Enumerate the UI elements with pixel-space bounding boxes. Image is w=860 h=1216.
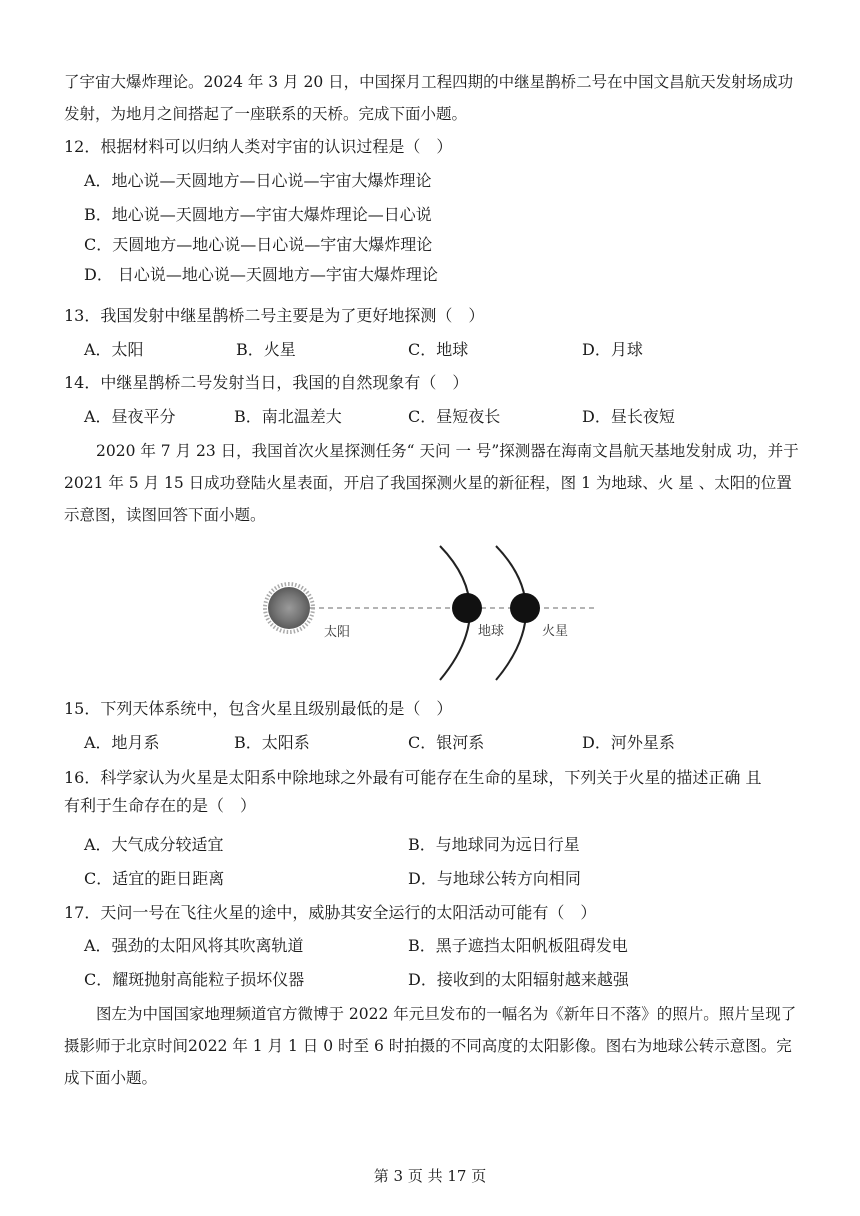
question-14-option-c: C．昼短夜长	[408, 407, 501, 426]
question-13-option-d: D．月球	[582, 340, 643, 359]
question-13-stem: 13．我国发射中继星鹊桥二号主要是为了更好地探测（ ）	[64, 306, 485, 325]
sun-icon	[265, 584, 313, 632]
question-13-option-c: C．地球	[408, 340, 469, 359]
mars-icon	[510, 593, 540, 623]
question-12-option-b: B．地心说—天圆地方—宇宙大爆炸理论—日心说	[84, 205, 432, 224]
intro-paragraph-2: 2020 年 7 月 23 日，我国首次火星探测任务“ 天问 一 号”探测器在海南文昌航天基地发射成 功，并于 2021 年 5 月 15 日成功登陆火星表面，开启了我国探测火星的新征程，图 1 为地球、火 星 、太阳的位置示意图，读图回答下面小题。	[64, 442, 799, 524]
question-15-option-d: D．河外星系	[582, 733, 675, 752]
intro-paragraph-3: 图左为中国国家地理频道官方微博于 2022 年元旦发布的一幅名为《新年日不落》的照片。照片呈现了摄影师于北京时间2022 年 1 月 1 日 0 时至 6 时拍摄的不同高度的太阳影像。图右为地球公转示意图。完成下面小题。	[64, 1005, 797, 1087]
question-17-option-b: B．黑子遮挡太阳帆板阻碍发电	[408, 936, 628, 955]
question-16-option-c: C．适宜的距日距离	[84, 869, 225, 888]
question-16-stem-line-2: 有利于生命存在的是（ ）	[64, 796, 257, 815]
question-13-option-a: A．太阳	[84, 340, 144, 359]
question-16-stem-line-1: 16．科学家认为火星是太阳系中除地球之外最有可能存在生命的星球，下列关于火星的描述正确 且	[64, 768, 762, 787]
question-15-stem: 15．下列天体系统中，包含火星且级别最低的是（ ）	[64, 699, 453, 718]
mars-label: 火星	[542, 624, 569, 639]
question-12-stem: 12．根据材料可以归纳人类对宇宙的认识过程是（ ）	[64, 137, 453, 156]
question-16-option-d: D．与地球公转方向相同	[408, 869, 581, 888]
sun-label: 太阳	[324, 625, 351, 640]
question-14-option-b: B．南北温差大	[234, 407, 342, 426]
question-14-stem: 14．中继星鹊桥二号发射当日，我国的自然现象有（ ）	[64, 373, 469, 392]
earth-label: 地球	[478, 624, 505, 639]
question-16-option-a: A．大气成分较适宜	[84, 835, 224, 854]
intro-paragraph-1: 了宇宙大爆炸理论。2024 年 3 月 20 日，中国探月工程四期的中继星鹊桥二号在中国文昌航天发射场成功发射，为地月之间搭起了一座联系的天桥。完成下面小题。	[64, 73, 794, 123]
question-12-option-d: D． 日心说—地心说—天圆地方—宇宙大爆炸理论	[84, 265, 438, 284]
question-15-option-c: C．银河系	[408, 733, 485, 752]
question-12-option-a: A．地心说—天圆地方—日心说—宇宙大爆炸理论	[84, 171, 432, 190]
page-number-footer: 第 3 页 共 17 页	[373, 1167, 487, 1185]
sun-earth-mars-figure	[260, 544, 600, 684]
question-17-option-d: D．接收到的太阳辐射越来越强	[408, 970, 629, 989]
question-12-option-c: C．天圆地方—地心说—日心说—宇宙大爆炸理论	[84, 235, 433, 254]
question-17-option-a: A．强劲的太阳风将其吹离轨道	[84, 936, 304, 955]
earth-icon	[452, 593, 482, 623]
question-17-option-c: C．耀斑抛射高能粒子损坏仪器	[84, 970, 305, 989]
question-17-stem: 17．天问一号在飞往火星的途中，威胁其安全运行的太阳活动可能有（ ）	[64, 903, 597, 922]
question-14-option-d: D．昼长夜短	[582, 407, 675, 426]
question-16-option-b: B．与地球同为远日行星	[408, 835, 580, 854]
question-14-option-a: A．昼夜平分	[84, 407, 176, 426]
question-13-option-b: B．火星	[236, 340, 296, 359]
question-15-option-a: A．地月系	[84, 733, 160, 752]
question-15-option-b: B．太阳系	[234, 733, 310, 752]
